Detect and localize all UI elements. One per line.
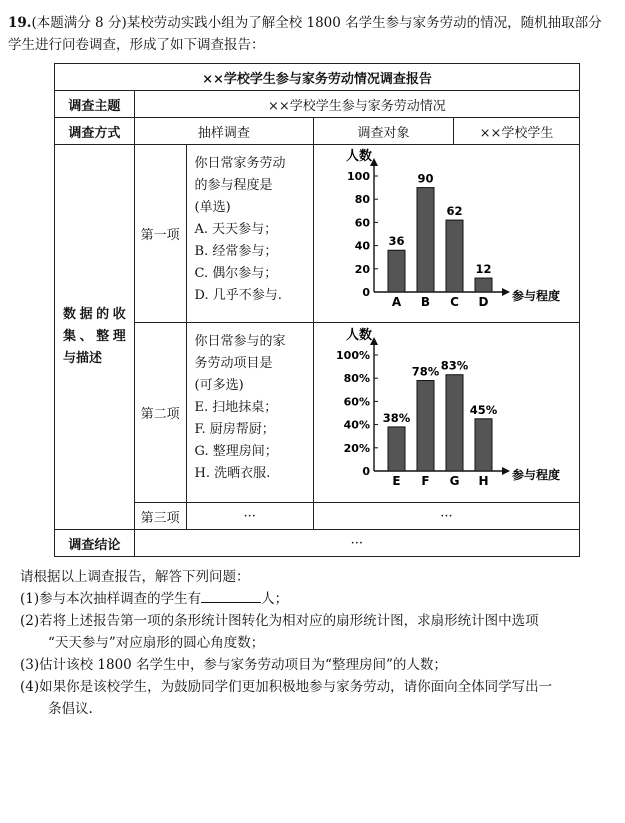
- question-4: (4)如果你是该校学生，为鼓励同学们更加积极地参与家务劳动，请你面向全体同学写出一: [20, 679, 553, 695]
- bar-data-label: 83%: [440, 358, 469, 373]
- bar: [475, 278, 492, 292]
- chart2-cell: [313, 323, 579, 503]
- bar: [475, 418, 492, 470]
- chart1-cell: [313, 145, 579, 323]
- item1-line: B. 经常参与；: [194, 244, 278, 259]
- report-title: ××学校学生参与家务劳动情况调查报告: [55, 64, 580, 91]
- section-label: 数据的收集、整理与描述: [55, 145, 135, 530]
- object-label: 调查对象: [313, 118, 453, 145]
- conclusion-ellipsis: ···: [134, 530, 579, 557]
- questions-lead: 请根据以上调查报告，解答下列问题：: [20, 569, 250, 585]
- item2-line: F. 厨房帮厨；: [194, 422, 275, 437]
- item2-line: 务劳动项目是: [194, 356, 273, 371]
- bar-data-label: 38%: [382, 410, 411, 425]
- item1-question: [186, 145, 313, 323]
- y-tick-label: 40%: [343, 418, 370, 432]
- y-tick-label: 80: [354, 192, 370, 206]
- item2-line: G. 整理房间；: [194, 444, 278, 459]
- topic-value: ××学校学生参与家务劳动情况: [134, 91, 579, 118]
- item3-label: 第三项: [134, 503, 186, 530]
- survey-report-table: [54, 63, 580, 557]
- answer-blank[interactable]: [201, 588, 261, 603]
- questions-block: [20, 566, 620, 720]
- bar-data-label: 45%: [469, 402, 498, 417]
- question-number: 19.: [8, 15, 32, 31]
- y-axis-label: 人数: [345, 327, 372, 343]
- item2-line: H. 洗晒衣服.: [194, 466, 271, 481]
- question-1-unit: 人；: [261, 591, 289, 607]
- x-tick-label: H: [478, 473, 489, 488]
- bar: [417, 380, 434, 470]
- item2-line: E. 扫地抹桌；: [194, 400, 278, 415]
- x-axis-label: 参与程度: [511, 467, 560, 482]
- item1-line: A. 天天参与；: [194, 222, 278, 237]
- x-tick-label: F: [421, 473, 430, 488]
- bar-data-label: 12: [475, 261, 492, 276]
- x-axis-arrow: [502, 288, 510, 296]
- question-2-cont: “天天参与”对应扇形的圆心角度数；: [48, 635, 265, 651]
- y-axis-label: 人数: [345, 148, 372, 164]
- x-tick-label: C: [450, 294, 459, 309]
- y-tick-label: 80%: [343, 371, 370, 385]
- topic-label: 调查主题: [55, 91, 135, 118]
- y-tick-label: 20%: [343, 441, 370, 455]
- x-tick-label: G: [449, 473, 460, 488]
- conclusion-label: 调查结论: [55, 530, 135, 557]
- y-tick-label: 40: [354, 239, 370, 253]
- y-tick-label: 60%: [343, 394, 370, 408]
- method-value: 抽样调查: [134, 118, 313, 145]
- item2-line: (可多选): [194, 378, 244, 393]
- x-tick-label: A: [391, 294, 402, 309]
- y-tick-label: 100%: [336, 348, 370, 362]
- x-tick-label: B: [420, 294, 431, 309]
- item1-line: D. 几乎不参与.: [194, 288, 282, 303]
- bar: [446, 374, 463, 470]
- item2-question: [186, 323, 313, 503]
- question-3: (3)估计该校 1800 名学生中，参与家务劳动项目为“整理房间”的人数；: [20, 657, 447, 673]
- x-axis-label: 参与程度: [511, 288, 560, 303]
- method-label: 调查方式: [55, 118, 135, 145]
- participation-bar-chart: [314, 146, 578, 322]
- project-bar-chart: [314, 325, 578, 501]
- y-tick-label: 60: [354, 215, 370, 229]
- item1-line: 你日常家务劳动: [194, 156, 286, 171]
- bar: [388, 426, 405, 470]
- x-axis-arrow: [502, 467, 510, 475]
- question-4-cont: 条倡议.: [48, 701, 93, 717]
- bar-data-label: 62: [446, 203, 463, 218]
- x-tick-label: D: [478, 294, 489, 309]
- item1-line: C. 偶尔参与；: [194, 266, 278, 281]
- bar-data-label: 36: [388, 233, 405, 248]
- item3-chart-ellipsis: ···: [313, 503, 579, 530]
- bar: [417, 187, 434, 291]
- bar-data-label: 78%: [411, 364, 440, 379]
- item2-label: 第二项: [134, 323, 186, 503]
- y-tick-label: 0: [362, 285, 370, 299]
- question-header: [8, 12, 614, 56]
- y-tick-label: 20: [354, 262, 370, 276]
- object-value: ××学校学生: [453, 118, 579, 145]
- bar: [446, 220, 463, 292]
- item1-line: 的参与程度是: [194, 178, 273, 193]
- bar-data-label: 90: [417, 171, 434, 186]
- item3-ellipsis: ···: [186, 503, 313, 530]
- question-2: (2)若将上述报告第一项的条形统计图转化为相对应的扇形统计图，求扇形统计图中选项: [20, 613, 539, 629]
- question-1-text: (1)参与本次抽样调查的学生有: [20, 591, 202, 607]
- item1-line: (单选): [194, 200, 231, 215]
- item1-label: 第一项: [134, 145, 186, 323]
- x-tick-label: E: [392, 473, 401, 488]
- y-tick-label: 100: [347, 169, 370, 183]
- item2-line: 你日常参与的家: [194, 334, 286, 349]
- question-1: [20, 588, 620, 610]
- question-intro: (本题满分 8 分)某校劳动实践小组为了解全校 1800 名学生参与家务劳动的情况，随机抽取部分学生进行问卷调查，形成了如下调查报告：: [8, 15, 602, 53]
- bar: [388, 250, 405, 292]
- y-tick-label: 0: [362, 464, 370, 478]
